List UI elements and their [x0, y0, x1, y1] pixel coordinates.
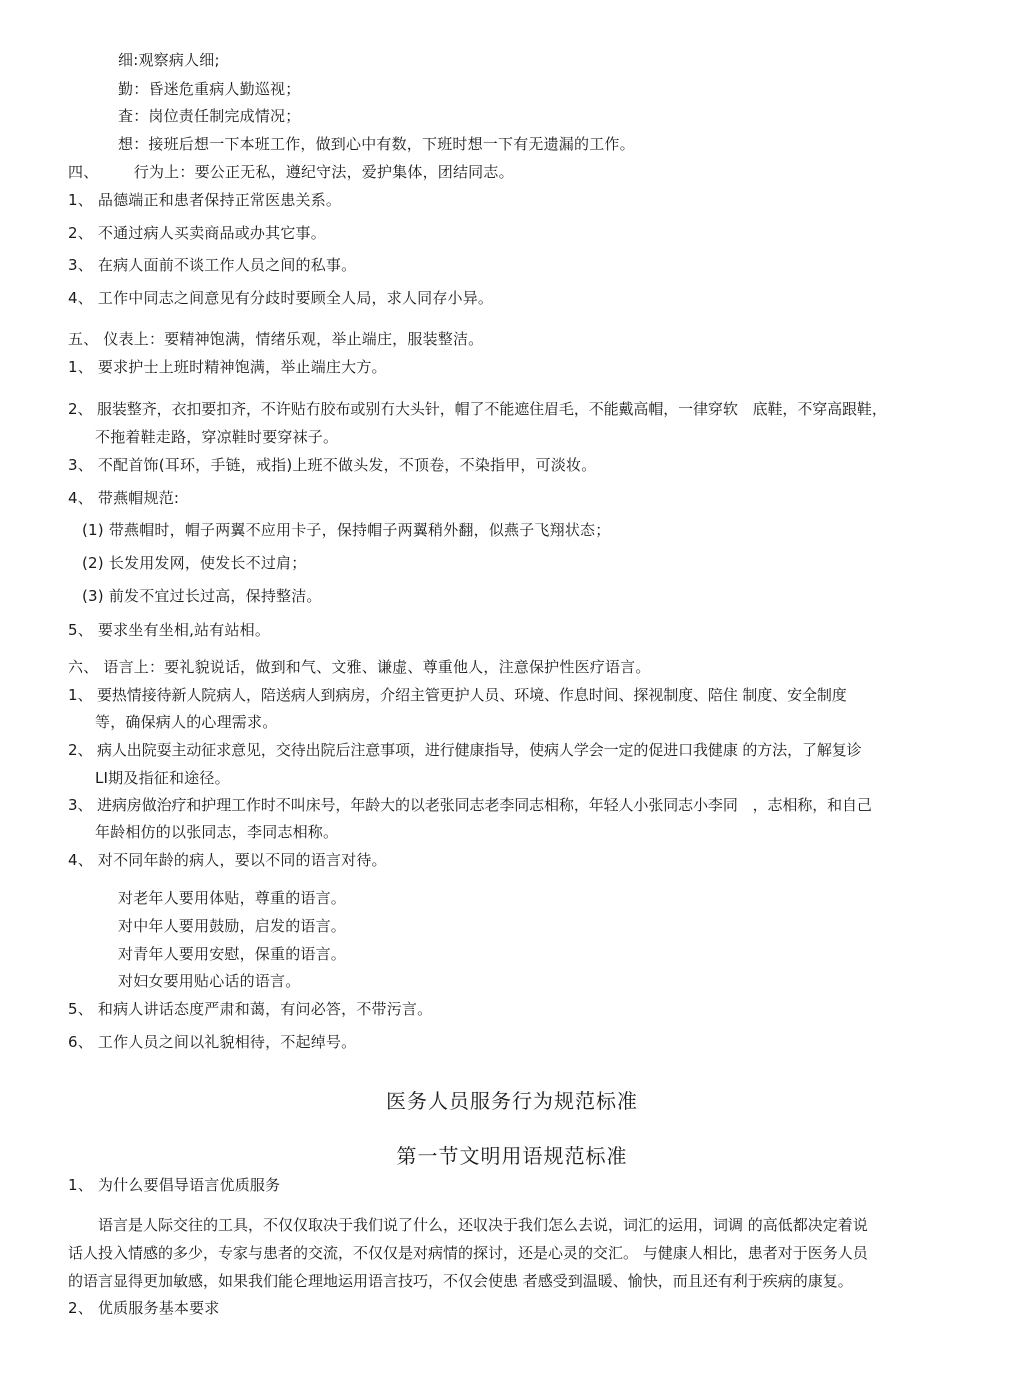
paragraph-line: 话人投入情感的多少，专家与患者的交流，不仅仅是对病情的探讨，还是心灵的交汇。 与健康人相比，患者对于医务人员: [68, 1244, 868, 1262]
section-4-heading: 四、 行为上：要公正无私，遵纪守法，爱护集体，团结同志。: [68, 163, 514, 181]
section-title: 第一节文明用语规范标准: [396, 1144, 628, 1168]
sub-list-item: 对中年人要用鼓励，启发的语言。: [118, 917, 347, 935]
list-item: 3、 不配首饰(耳环，手链，戒指)上班不做头发，不顶卷，不染指甲，可淡妆。: [68, 456, 597, 474]
list-item: 6、 工作人员之间以礼貌相待，不起绰号。: [68, 1033, 357, 1051]
sub-list-item: (3) 前发不宜过长过高，保持整洁。: [82, 587, 322, 605]
sub-list-item: 对妇女要用贴心话的语言。: [118, 972, 301, 990]
question-heading: 1、 为什么要倡导语言优质服务: [68, 1176, 281, 1194]
document-title: 医务人员服务行为规范标准: [386, 1089, 638, 1113]
section-6-heading: 六、 语言上：要礼貌说话，做到和气、文雅、谦虚、尊重他人，注意保护性医疗语言。: [68, 658, 651, 676]
list-item: 1、 品德端正和患者保持正常医患关系。: [68, 191, 342, 209]
list-item-continuation: LI期及指征和途径。: [95, 769, 230, 787]
question-heading: 2、 优质服务基本要求: [68, 1299, 220, 1317]
paragraph-line: 语言是人际交往的工具，不仅仅取决于我们说了什么，还収决于我们怎么去说，词汇的运用，词调 的高低都决定着说: [98, 1216, 868, 1234]
sub-list-item: 对老年人要用体贴，尊重的语言。: [118, 889, 347, 907]
list-item: 2、 病人出院耍主动征求意见，交待出院后注意事项，进行健康指导，使病人学会一定的促进口我健康 的方法，了解复诊: [68, 741, 862, 759]
sub-list-item: (2) 长发用发网，使发长不过肩；: [82, 554, 307, 572]
line-cha: 査：岗位责任制完成情况；: [118, 107, 301, 125]
list-item: 1、 要热情接待新人院病人，陪送病人到病房，介绍主管更护人员、环境、作息时间、探视制度、陪住 制度、安全制度: [68, 686, 847, 704]
list-item: 4、 带燕帽规范:: [68, 489, 180, 507]
list-item: 2、 服装整齐，衣扣要扣齐，不许贴冇胶布或别冇大头针，帽了不能遮住眉毛，不能戴高帽，一律穿软 底鞋，不穿高跟鞋，: [68, 400, 887, 418]
line-xiang: 想：接班后想一下本班工作，做到心中有数，下班时想一下有无遗漏的工作。: [118, 135, 635, 153]
list-item: 3、 进病房做治疗和护理工作时不叫床号，年龄大的以老张同志老李同志相称，年轻人小张同志小李同 ，志相称，和自己: [68, 796, 872, 814]
line-xi: 细:观察病人细;: [118, 51, 220, 69]
list-item: 5、 和病人讲话态度严肃和蔼，有问必答，不带污言。: [68, 1000, 433, 1018]
paragraph-line: 的语言显得更加敏感，如果我们能仑理地运用语言技巧，不仅会使患 者感受到温暖、愉快，而且还有利于疾病的康复。: [68, 1272, 853, 1290]
list-item: 4、 对不同年龄的病人，要以不同的语言对待。: [68, 851, 387, 869]
line-qin: 勤：昏迷危重病人勤巡视；: [118, 80, 301, 98]
list-item: 5、 要求坐有坐相,站有站相。: [68, 621, 271, 639]
list-item: 3、 在病人面前不谈工作人员之间的私事。: [68, 256, 357, 274]
list-item-continuation: 不拖着鞋走路，穿凉鞋时要穿袜子。: [95, 428, 339, 446]
list-item-continuation: 年龄相仿的以张同志，李同志相称。: [95, 823, 339, 841]
list-item: 2、 不通过病人买卖商品或办其它事。: [68, 224, 326, 242]
list-item: 4、 工作中同志之间意见有分歧时要顾全人局，求人同存小异。: [68, 289, 494, 307]
list-item-continuation: 等，确保病人的心理需求。: [95, 713, 278, 731]
sub-list-item: 对青年人要用安慰，保重的语言。: [118, 945, 347, 963]
sub-list-item: (1) 带燕帽时，帽子两翼不应用卡子，保持帽子两翼稍外翻，似燕子飞翔状态；: [82, 521, 611, 539]
list-item: 1、 要求护士上班时精神饱满，举止端庄大方。: [68, 358, 387, 376]
section-5-heading: 五、 仪表上：要精神饱满，情绪乐观，举止端庄，服装整洁。: [68, 330, 484, 348]
